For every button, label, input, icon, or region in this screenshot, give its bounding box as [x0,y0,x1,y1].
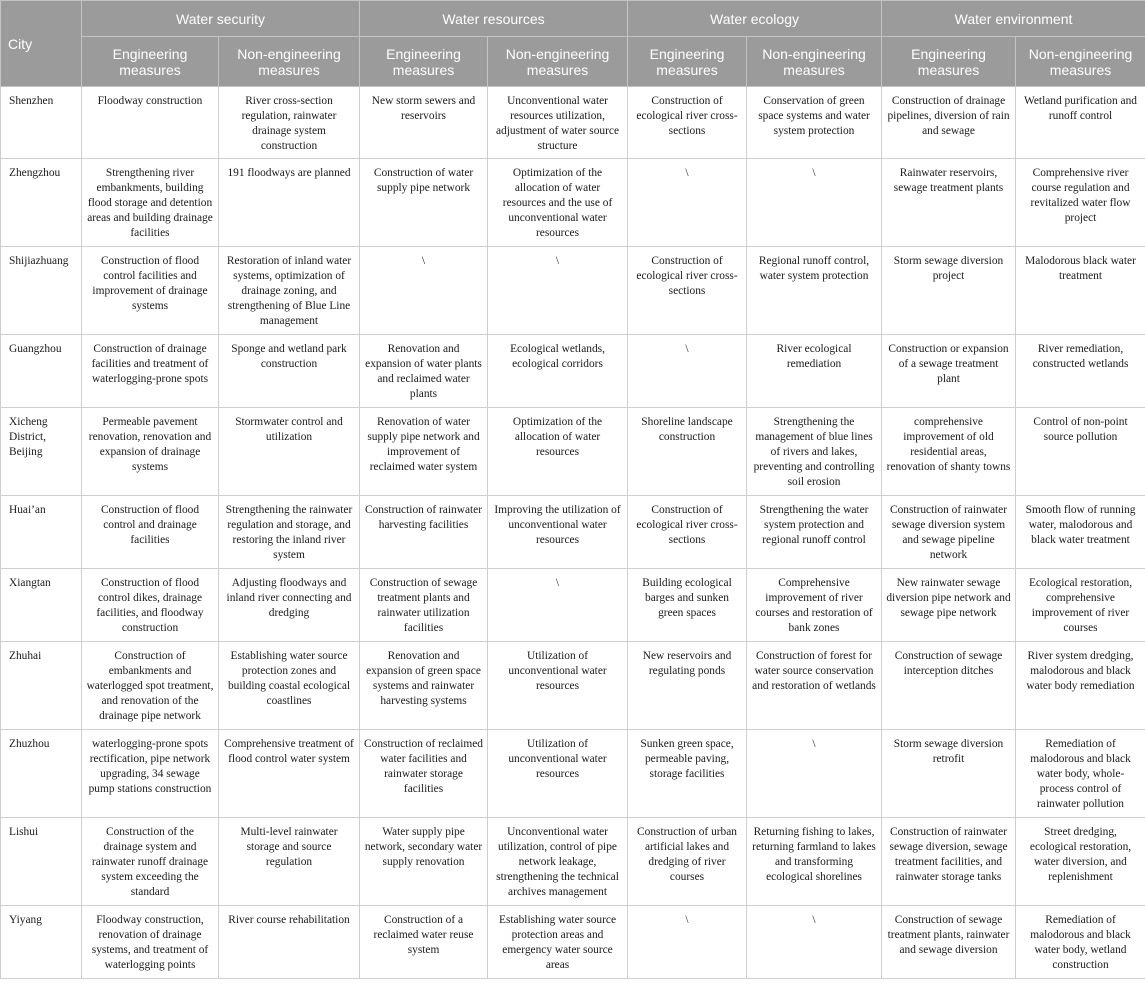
table-row [1,496,1145,569]
measure-cell: Optimization of the allocation of water resources and the use of unconventional water resources [488,159,628,247]
measure-cell: Malodorous black water treatment [1016,247,1145,335]
measure-cell: Comprehensive improvement of river courses and restoration of bank zones [747,569,882,642]
measure-cell: Construction of ecological river cross-sections [628,247,747,335]
measure-cell: Construction of urban artificial lakes and dredging of river courses [628,818,747,906]
table-row [1,730,1145,818]
table-row [1,408,1145,496]
measure-cell: Remediation of malodorous and black water body, wetland construction [1016,906,1145,979]
measure-cell: Control of non-point source pollution [1016,408,1145,496]
header-non-engineering-measures: Non-engineering measures [219,37,360,87]
header-non-engineering-measures: Non-engineering measures [747,37,882,87]
measure-cell: Remediation of malodorous and black water body, whole-process control of rainwater pollution [1016,730,1145,818]
city-cell: Zhuhai [1,642,82,730]
measure-cell: \ [628,335,747,408]
measure-cell: Street dredging, ecological restoration, water diversion, and replenishment [1016,818,1145,906]
measure-cell: Storm sewage diversion retrofit [882,730,1016,818]
measure-cell: Renovation and expansion of water plants and reclaimed water plants [360,335,488,408]
table-row [1,335,1145,408]
measure-cell: Restoration of inland water systems, optimization of drainage zoning, and strengthening of Blue Line management [219,247,360,335]
table-row [1,247,1145,335]
measure-cell: Construction of drainage pipelines, diversion of rain and sewage [882,87,1016,159]
measure-cell: Floodway construction, renovation of drainage systems, and treatment of waterlogging points [82,906,219,979]
measure-cell: Comprehensive river course regulation and revitalized water flow project [1016,159,1145,247]
measure-cell: Construction of drainage facilities and treatment of waterlogging-prone spots [82,335,219,408]
measure-cell: \ [488,569,628,642]
measure-cell: River ecological remediation [747,335,882,408]
measure-cell: Establishing water source protection zones and building coastal ecological coastlines [219,642,360,730]
measure-cell: Utilization of unconventional water resources [488,730,628,818]
header-row-measures [1,37,1145,87]
measure-cell: Renovation and expansion of green space systems and rainwater harvesting systems [360,642,488,730]
measure-cell: Construction of rainwater harvesting facilities [360,496,488,569]
measure-cell: Adjusting floodways and inland river connecting and dredging [219,569,360,642]
measure-cell: Rainwater reservoirs, sewage treatment plants [882,159,1016,247]
city-cell: Yiyang [1,906,82,979]
measure-cell: waterlogging-prone spots rectification, pipe network upgrading, 34 sewage pump stations construction [82,730,219,818]
measure-cell: Construction of the drainage system and rainwater runoff drainage system exceeding the standard [82,818,219,906]
measure-cell: comprehensive improvement of old residential areas, renovation of shanty towns [882,408,1016,496]
measure-cell: Optimization of the allocation of water resources [488,408,628,496]
measure-cell: Returning fishing to lakes, returning farmland to lakes and transforming ecological shorelines [747,818,882,906]
measure-cell: Ecological restoration, comprehensive improvement of river courses [1016,569,1145,642]
table-body [1,87,1145,979]
measure-cell: Floodway construction [82,87,219,159]
measure-cell: River course rehabilitation [219,906,360,979]
measure-cell: Sponge and wetland park construction [219,335,360,408]
measure-cell: Multi-level rainwater storage and source regulation [219,818,360,906]
header-engineering-measures: Engineering measures [360,37,488,87]
header-engineering-measures: Engineering measures [628,37,747,87]
measure-cell: Construction of embankments and waterlogged spot treatment, and renovation of the drainage pipe network [82,642,219,730]
city-cell: Xicheng District, Beijing [1,408,82,496]
measure-cell: Construction or expansion of a sewage treatment plant [882,335,1016,408]
measure-cell: \ [628,906,747,979]
measure-cell: Construction of water supply pipe network [360,159,488,247]
measure-cell: Ecological wetlands, ecological corridors [488,335,628,408]
city-cell: Zhuzhou [1,730,82,818]
table-row [1,818,1145,906]
measure-cell: Strengthening the management of blue lines of rivers and lakes, preventing and controlling soil erosion [747,408,882,496]
measure-cell: Smooth flow of running water, malodorous and black water treatment [1016,496,1145,569]
measure-cell: \ [360,247,488,335]
measure-cell: Construction of rainwater sewage diversion system and sewage pipeline network [882,496,1016,569]
city-cell: Xiangtan [1,569,82,642]
city-cell: Shenzhen [1,87,82,159]
measure-cell: Construction of flood control facilities and improvement of drainage systems [82,247,219,335]
measure-cell: Strengthening the water system protection and regional runoff control [747,496,882,569]
measure-cell: New storm sewers and reservoirs [360,87,488,159]
header-engineering-measures: Engineering measures [882,37,1016,87]
measure-cell: Construction of flood control and drainage facilities [82,496,219,569]
header-engineering-measures: Engineering measures [82,37,219,87]
table-header [1,1,1145,87]
measure-cell: River cross-section regulation, rainwater drainage system construction [219,87,360,159]
city-cell: Shijiazhuang [1,247,82,335]
table-row [1,906,1145,979]
measure-cell: Shoreline landscape construction [628,408,747,496]
measure-cell: Comprehensive treatment of flood control water system [219,730,360,818]
table-row [1,569,1145,642]
measure-cell: \ [628,159,747,247]
measure-cell: New reservoirs and regulating ponds [628,642,747,730]
measure-cell: \ [747,159,882,247]
measure-cell: Conservation of green space systems and water system protection [747,87,882,159]
measure-cell: River system dredging, malodorous and black water body remediation [1016,642,1145,730]
measure-cell: Strengthening the rainwater regulation and storage, and restoring the inland river system [219,496,360,569]
measure-cell: Unconventional water utilization, control of pipe network leakage, strengthening the technical archives management [488,818,628,906]
measure-cell: Permeable pavement renovation, renovation and expansion of drainage systems [82,408,219,496]
measure-cell: Construction of flood control dikes, drainage facilities, and floodway construction [82,569,219,642]
city-cell: Lishui [1,818,82,906]
measure-cell: Unconventional water resources utilization, adjustment of water source structure [488,87,628,159]
measure-cell: Construction of sewage treatment plants and rainwater utilization facilities [360,569,488,642]
city-cell: Huai’an [1,496,82,569]
measure-cell: Construction of rainwater sewage diversion, sewage treatment facilities, and rainwater storage tanks [882,818,1016,906]
table-row [1,159,1145,247]
measure-cell: Construction of forest for water source conservation and restoration of wetlands [747,642,882,730]
measure-cell: Construction of sewage treatment plants, rainwater and sewage diversion [882,906,1016,979]
measure-cell: \ [488,247,628,335]
header-water-ecology: Water ecology [628,1,882,37]
measure-cell: 191 floodways are planned [219,159,360,247]
measure-cell: Wetland purification and runoff control [1016,87,1145,159]
header-non-engineering-measures: Non-engineering measures [488,37,628,87]
measure-cell: Improving the utilization of unconventional water resources [488,496,628,569]
measure-cell: \ [747,906,882,979]
header-water-environment: Water environment [882,1,1145,37]
city-cell: Guangzhou [1,335,82,408]
header-non-engineering-measures: Non-engineering measures [1016,37,1145,87]
measure-cell: Sunken green space, permeable paving, storage facilities [628,730,747,818]
measure-cell: Storm sewage diversion project [882,247,1016,335]
header-city: City [1,1,82,87]
measure-cell: Renovation of water supply pipe network and improvement of reclaimed water system [360,408,488,496]
measure-cell: Utilization of unconventional water resources [488,642,628,730]
measure-cell: \ [747,730,882,818]
measure-cell: Construction of ecological river cross-sections [628,496,747,569]
measure-cell: Building ecological barges and sunken green spaces [628,569,747,642]
measure-cell: Establishing water source protection areas and emergency water source areas [488,906,628,979]
measure-cell: New rainwater sewage diversion pipe network and sewage pipe network [882,569,1016,642]
measure-cell: Water supply pipe network, secondary water supply renovation [360,818,488,906]
header-water-resources: Water resources [360,1,628,37]
header-water-security: Water security [82,1,360,37]
measure-cell: Regional runoff control, water system protection [747,247,882,335]
measure-cell: Construction of reclaimed water facilities and rainwater storage facilities [360,730,488,818]
table-row [1,87,1145,159]
measure-cell: Construction of sewage interception ditches [882,642,1016,730]
header-row-groups [1,1,1145,37]
city-cell: Zhengzhou [1,159,82,247]
measure-cell: Construction of a reclaimed water reuse system [360,906,488,979]
table-row [1,642,1145,730]
measure-cell: Construction of ecological river cross-sections [628,87,747,159]
measure-cell: Stormwater control and utilization [219,408,360,496]
measure-cell: River remediation, constructed wetlands [1016,335,1145,408]
measure-cell: Strengthening river embankments, building flood storage and detention areas and building drainage facilities [82,159,219,247]
